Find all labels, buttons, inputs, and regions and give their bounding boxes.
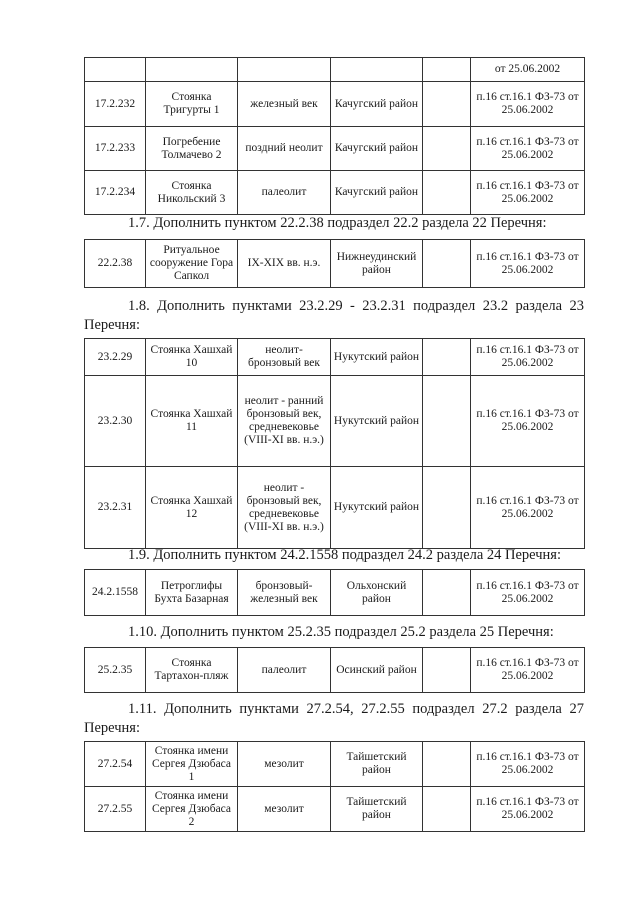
cell-location [331,58,423,82]
paragraph-1-9 [84,546,584,565]
cell-empty [423,171,471,215]
cell-dating: неолит - ранний бронзовый век, средневековье (VIII-XI вв. н.э.) [238,376,331,467]
paragraph-1-11 [84,700,584,738]
cell-dating: поздний неолит [238,127,331,171]
cell-dating [238,58,331,82]
cell-document: п.16 ст.16.1 ФЗ-73 от 25.06.2002 [471,376,585,467]
cell-dating: IX-XIX вв. н.э. [238,240,331,288]
cell-document: п.16 ст.16.1 ФЗ-73 от 25.06.2002 [471,648,585,693]
cell-name [146,58,238,82]
cell-location: Нукутский район [331,467,423,549]
cell-dating: мезолит [238,787,331,832]
cell-location: Тайшетский район [331,787,423,832]
cell-location: Качугский район [331,127,423,171]
cell-code: 17.2.232 [85,82,146,127]
table-row [85,787,585,832]
cell-dating: палеолит [238,648,331,693]
paragraph-1-10 [84,623,584,642]
cell-document: п.16 ст.16.1 ФЗ-73 от 25.06.2002 [471,240,585,288]
heritage-table-24 [84,569,585,616]
cell-document: от 25.06.2002 [471,58,585,82]
cell-name: Погребение Толмачево 2 [146,127,238,171]
paragraph-1-7 [84,214,584,233]
heritage-table-22 [84,239,585,288]
paragraph-text: 1.7. Дополнить пунктом 22.2.38 подраздел 22.2 раздела 22 Перечня: [128,215,547,231]
cell-name: Стоянка Хашхай 10 [146,339,238,376]
table-row [85,339,585,376]
cell-location: Качугский район [331,171,423,215]
cell-dating: бронзовый-железный век [238,570,331,616]
cell-empty [423,467,471,549]
heritage-table-25 [84,647,585,693]
heritage-table-27 [84,741,585,832]
cell-code: 22.2.38 [85,240,146,288]
cell-code: 24.2.1558 [85,570,146,616]
cell-empty [423,648,471,693]
cell-code: 23.2.29 [85,339,146,376]
cell-name: Стоянка Никольский 3 [146,171,238,215]
table-row [85,570,585,616]
cell-location: Качугский район [331,82,423,127]
paragraph-text: 1.8. Дополнить пунктами 23.2.29 - 23.2.31 подраздел 23.2 раздела 23 Перечня: [84,298,584,333]
paragraph-1-8 [84,297,584,335]
cell-name: Петроглифы Бухта Базарная [146,570,238,616]
table-row [85,58,585,82]
heritage-table-17 [84,57,585,215]
cell-code: 23.2.30 [85,376,146,467]
cell-location: Осинский район [331,648,423,693]
table-row [85,376,585,467]
cell-code: 27.2.54 [85,742,146,787]
cell-empty [423,339,471,376]
cell-dating: палеолит [238,171,331,215]
cell-empty [423,742,471,787]
cell-empty [423,240,471,288]
paragraph-text: 1.10. Дополнить пунктом 25.2.35 подраздел 25.2 раздела 25 Перечня: [128,624,554,640]
cell-name: Стоянка Хашхай 11 [146,376,238,467]
cell-dating: мезолит [238,742,331,787]
cell-location: Нижнеудинский район [331,240,423,288]
table-row [85,127,585,171]
cell-code: 17.2.233 [85,127,146,171]
cell-name: Ритуальное сооружение Гора Сапкол [146,240,238,288]
cell-location: Нукутский район [331,376,423,467]
table-row [85,82,585,127]
table-row [85,240,585,288]
cell-name: Стоянка Тригурты 1 [146,82,238,127]
cell-document: п.16 ст.16.1 ФЗ-73 от 25.06.2002 [471,570,585,616]
cell-code [85,58,146,82]
cell-code: 27.2.55 [85,787,146,832]
cell-code: 25.2.35 [85,648,146,693]
cell-empty [423,787,471,832]
cell-name: Стоянка Хашхай 12 [146,467,238,549]
cell-document: п.16 ст.16.1 ФЗ-73 от 25.06.2002 [471,171,585,215]
cell-location: Нукутский район [331,339,423,376]
cell-name: Стоянка имени Сергея Дзюбаса 1 [146,742,238,787]
cell-empty [423,570,471,616]
cell-document: п.16 ст.16.1 ФЗ-73 от 25.06.2002 [471,467,585,549]
cell-document: п.16 ст.16.1 ФЗ-73 от 25.06.2002 [471,82,585,127]
cell-name: Стоянка имени Сергея Дзюбаса 2 [146,787,238,832]
cell-dating: неолит - бронзовый век, средневековье (VIII-XI вв. н.э.) [238,467,331,549]
cell-document: п.16 ст.16.1 ФЗ-73 от 25.06.2002 [471,742,585,787]
cell-location: Ольхонский район [331,570,423,616]
cell-dating: железный век [238,82,331,127]
paragraph-text: 1.9. Дополнить пунктом 24.2.1558 подраздел 24.2 раздела 24 Перечня: [128,547,561,563]
cell-dating: неолит-бронзовый век [238,339,331,376]
cell-empty [423,127,471,171]
table-row [85,648,585,693]
cell-document: п.16 ст.16.1 ФЗ-73 от 25.06.2002 [471,787,585,832]
table-row [85,171,585,215]
cell-document: п.16 ст.16.1 ФЗ-73 от 25.06.2002 [471,339,585,376]
cell-empty [423,58,471,82]
cell-location: Тайшетский район [331,742,423,787]
cell-empty [423,82,471,127]
cell-name: Стоянка Тартахон-пляж [146,648,238,693]
cell-document: п.16 ст.16.1 ФЗ-73 от 25.06.2002 [471,127,585,171]
heritage-table-23 [84,338,585,549]
table-row [85,742,585,787]
cell-code: 17.2.234 [85,171,146,215]
cell-code: 23.2.31 [85,467,146,549]
paragraph-text: 1.11. Дополнить пунктами 27.2.54, 27.2.55 подраздел 27.2 раздела 27 Перечня: [84,701,584,736]
cell-empty [423,376,471,467]
table-row [85,467,585,549]
